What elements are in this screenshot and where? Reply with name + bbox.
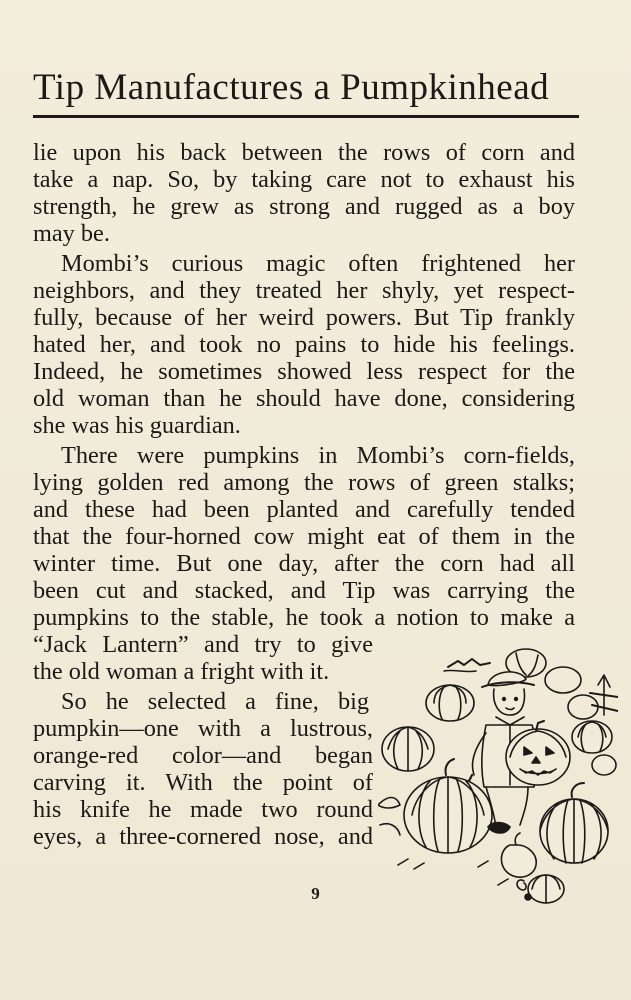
text-line: take a nap. So, by taking care not to exhaust his (33, 166, 575, 193)
text-line: the old woman a fright with it. (33, 658, 330, 685)
text-line: strength, he grew as strong and rugged as a boy (33, 193, 575, 220)
text-line: been cut and stacked, and Tip was carrying the (33, 577, 575, 604)
text-line: “Jack Lantern” and try to give (33, 631, 373, 658)
text-line: So he selected a fine, big (61, 688, 369, 715)
running-head: Tip Manufactures a Pumpkinhead (33, 67, 550, 108)
text-line: winter time. But one day, after the corn had all (33, 550, 575, 577)
text-line: may be. (33, 220, 110, 247)
text-line: Mombi’s curious magic often frightened her (61, 250, 575, 277)
text-line: lying golden red among the rows of green stalks; (33, 469, 575, 496)
text-line: fully, because of her weird powers. But Tip frankly (33, 304, 575, 331)
text-line: neighbors, and they treated her shyly, yet respect- (33, 277, 575, 304)
text-line: There were pumpkins in Mombi’s corn-fields, (61, 442, 575, 469)
text-line: orange-red color—and began (33, 742, 373, 769)
text-line: she was his guardian. (33, 412, 241, 439)
text-line: old woman than he should have done, considering (33, 385, 575, 412)
text-line: eyes, a three-cornered nose, and (33, 823, 373, 850)
text-line: hated her, and took no pains to hide his feelings. (33, 331, 575, 358)
text-line: lie upon his back between the rows of corn and (33, 139, 575, 166)
text-line: Indeed, he sometimes showed less respect for the (33, 358, 575, 385)
text-line: pumpkin—one with a lustrous, (33, 715, 373, 742)
text-line: pumpkins to the stable, he took a notion to make a (33, 604, 575, 631)
page-number: 9 (311, 884, 320, 903)
pumpkin-boy-illustration (378, 645, 618, 915)
text-line: and these had been planted and carefully tended (33, 496, 575, 523)
text-line: that the four-horned cow might eat of them in the (33, 523, 575, 550)
text-line: his knife he made two round (33, 796, 373, 823)
text-line: carving it. With the point of (33, 769, 373, 796)
header-rule (33, 115, 579, 118)
